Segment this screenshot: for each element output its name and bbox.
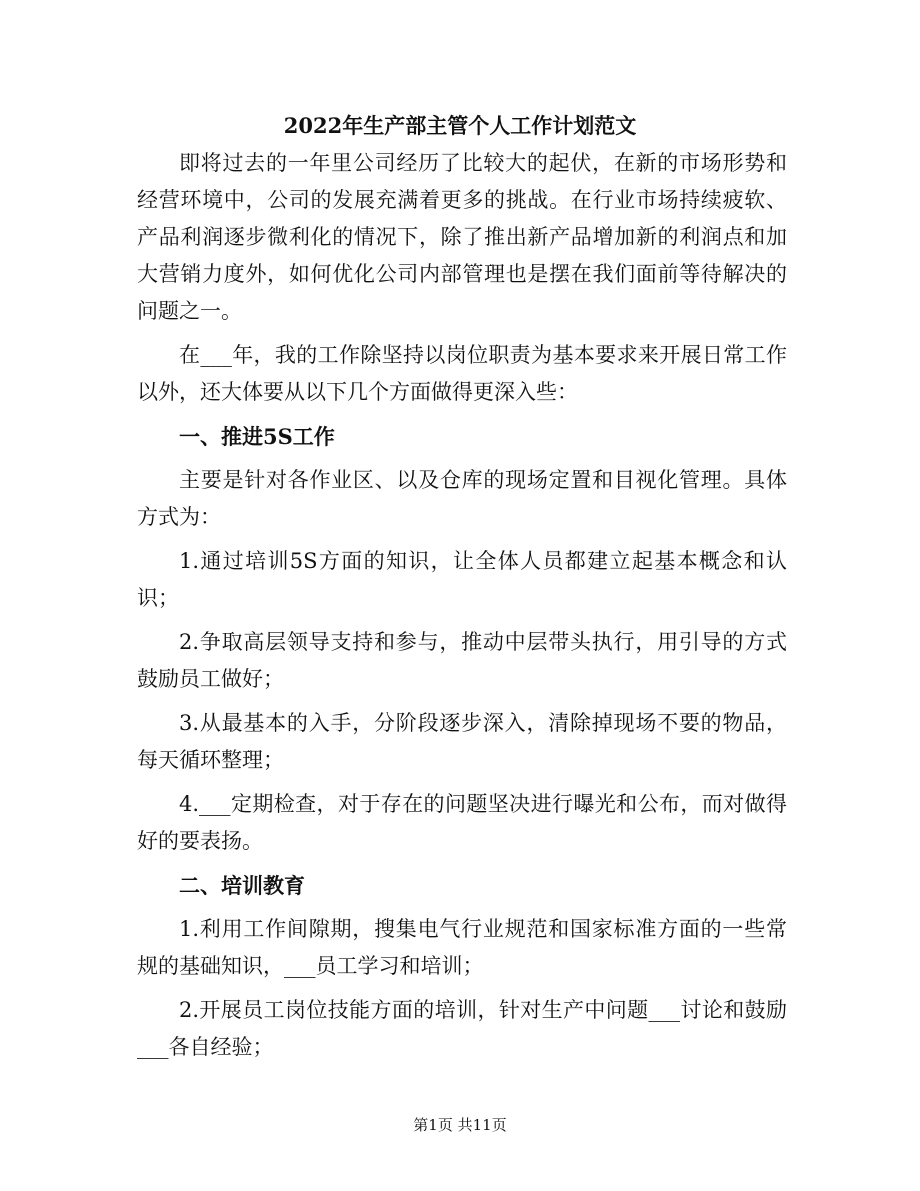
paragraph: 即将过去的一年里公司经历了比较大的起伏，在新的市场形势和经营环境中，公司的发展充满着更多的挑战。在行业市场持续疲软、产品利润逐步微利化的情况下，除了推出新产品增加新的利润点和加大营销力度外，如何优化公司内部管理也是摆在我们面前等待解决的问题之一。: [137, 151, 787, 323]
list-item: 3.从最基本的入手，分阶段逐步深入，清除掉现场不要的物品，每天循环整理；: [137, 711, 787, 772]
section-heading: 一、推进5S工作: [179, 424, 335, 449]
list-item: 4.___定期检查，对于存在的问题坚决进行曝光和公布，而对做得好的要表扬。: [137, 792, 787, 853]
document-title: 2022年生产部主管个人工作计划范文: [283, 113, 637, 138]
page-number-footer: 第1页 共11页: [413, 1116, 507, 1134]
paragraph: 在___年，我的工作除坚持以岗位职责为基本要求来开展日常工作以外，还大体要从以下几个方面做得更深入些：: [137, 343, 787, 404]
list-item: 2.争取高层领导支持和参与，推动中层带头执行，用引导的方式鼓励员工做好；: [137, 630, 787, 691]
list-item: 2.开展员工岗位技能方面的培训，针对生产中问题___讨论和鼓励___各自经验；: [137, 998, 787, 1059]
list-item: 1.利用工作间隙期，搜集电气行业规范和国家标准方面的一些常规的基础知识，___员工学习和培训；: [137, 917, 787, 978]
paragraph: 主要是针对各作业区、以及仓库的现场定置和目视化管理。具体方式为：: [137, 468, 787, 529]
list-item: 1.通过培训5S方面的知识，让全体人员都建立起基本概念和认识；: [137, 549, 787, 610]
section-heading: 二、培训教育: [179, 873, 305, 898]
document-body: [137, 145, 787, 1073]
